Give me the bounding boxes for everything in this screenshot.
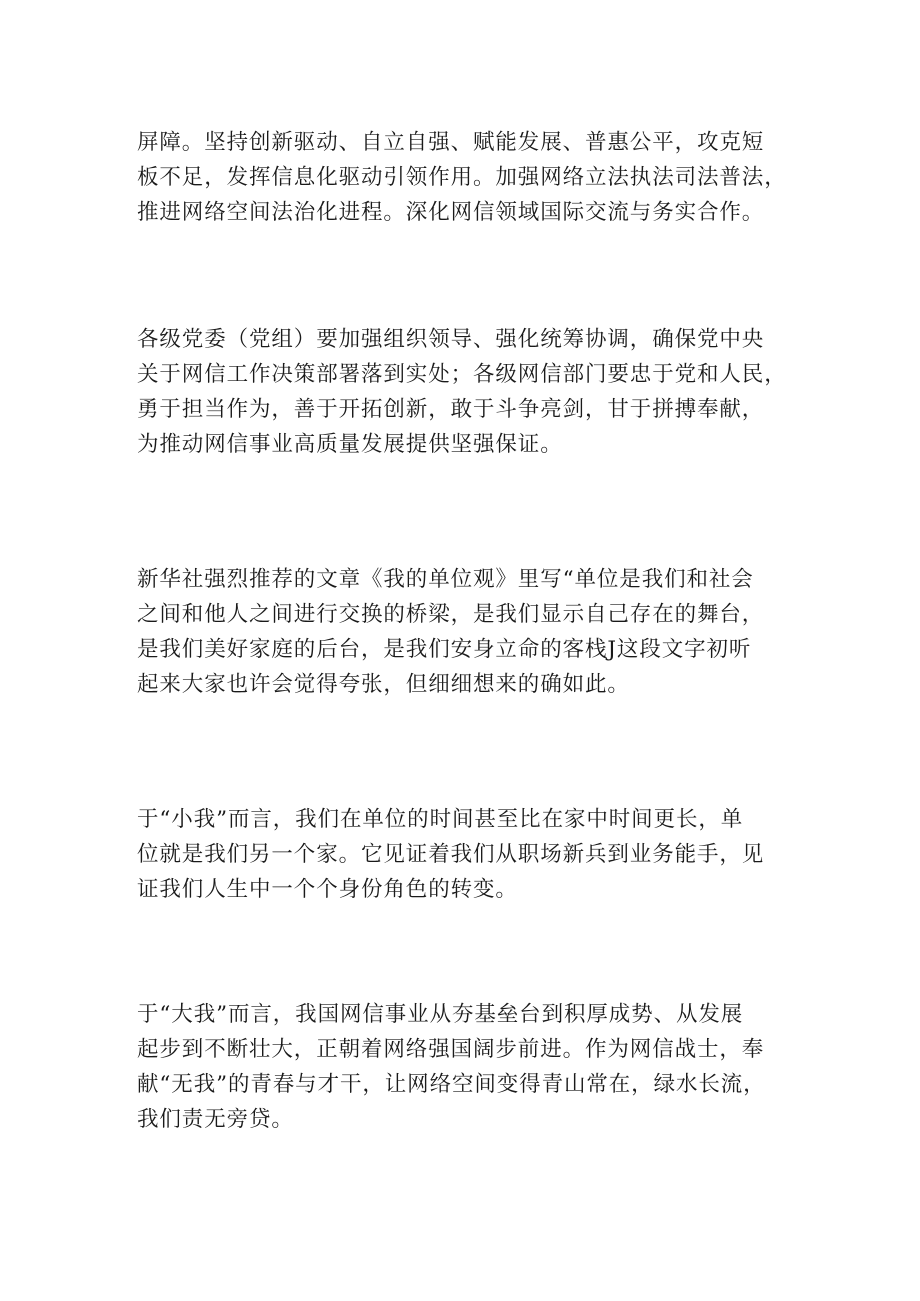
text-line: 证我们人生中一个个身份角色的转变。 <box>137 877 518 902</box>
text-line: 勇于担当作为，善于开拓创新，敢于斗争亮剑，甘于拼搏奉献， <box>137 397 765 422</box>
text-line: 新华社强烈推荐的文章《我的单位观》里写“单位是我们和社会 <box>137 567 754 592</box>
text-line: 于“小我”而言，我们在单位的时间甚至比在家中时间更长，单 <box>137 807 744 832</box>
text-line: 各级党委（党组）要加强组织领导、强化统筹协调，确保党中央 <box>137 327 765 352</box>
text-line: 我们责无旁贷。 <box>137 1107 294 1132</box>
text-line: 为推动网信事业高质量发展提供坚强保证。 <box>137 432 563 457</box>
text-line: 推进网络空间法治化进程。深化网信领域国际交流与务实合作。 <box>137 200 765 225</box>
paragraph-2 <box>137 322 797 462</box>
text-line: 板不足，发挥信息化驱动引领作用。加强网络立法执法司法普法， <box>137 165 787 190</box>
text-line: 献“无我”的青春与才干，让网络空间变得青山常在，绿水长流， <box>137 1072 766 1097</box>
paragraph-1 <box>137 125 797 230</box>
paragraph-4 <box>137 802 797 907</box>
paragraph-5 <box>137 997 797 1137</box>
text-line: 起步到不断壮大，正朝着网络强国阔步前进。作为网信战士，奉 <box>137 1037 765 1062</box>
paragraph-3 <box>137 562 797 702</box>
text-line: 起来大家也许会觉得夸张，但细细想来的确如此。 <box>137 672 630 697</box>
text-line: 位就是我们另一个家。它见证着我们从职场新兵到业务能手，见 <box>137 842 765 867</box>
text-line: 于“大我”而言，我国网信事业从夯基垒台到积厚成势、从发展 <box>137 1002 744 1027</box>
text-line: 屏障。坚持创新驱动、自立自强、赋能发展、普惠公平，攻克短 <box>137 130 765 155</box>
text-line: 之间和他人之间进行交换的桥梁，是我们显示自己存在的舞台， <box>137 602 765 627</box>
text-line: 是我们美好家庭的后台，是我们安身立命的客栈J这段文字初听 <box>137 637 752 662</box>
text-line: 关于网信工作决策部署落到实处；各级网信部门要忠于党和人民， <box>137 362 787 387</box>
